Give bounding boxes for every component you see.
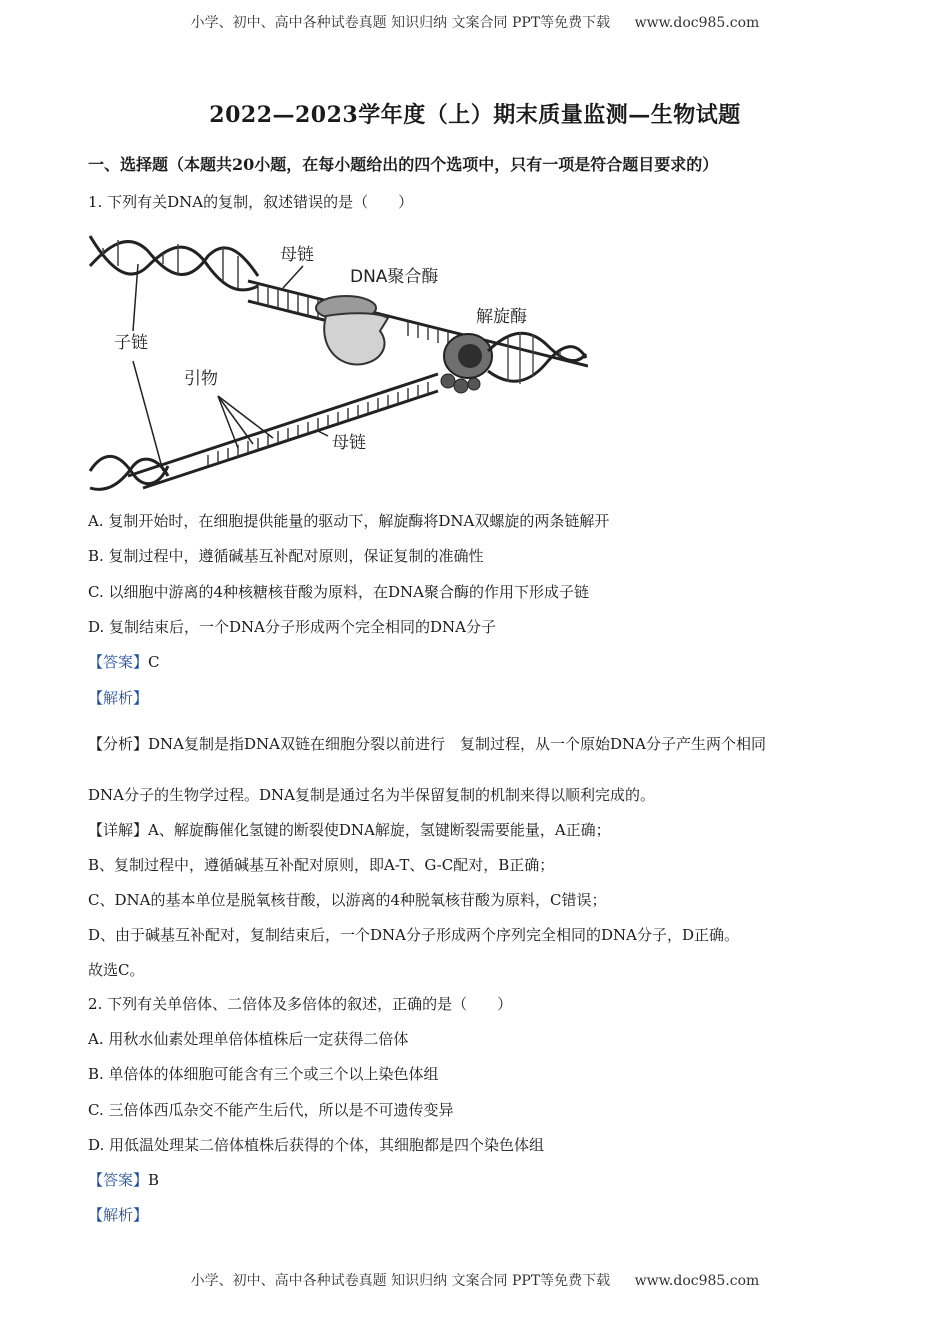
q2-option-b: B. 单倍体的体细胞可能含有三个或三个以上染色体组	[88, 1065, 439, 1083]
helix-right	[488, 333, 586, 381]
footer-text: 小学、初中、高中各种试卷真题 知识归纳 文案合同 PPT等免费下载	[190, 1273, 611, 1289]
q1-fenxi-line2: DNA分子的生物学过程。DNA复制是通过名为半保留复制的机制来得以顺利完成的。	[88, 786, 655, 804]
label-daughter-strand: 子链	[114, 333, 148, 353]
dna-replication-figure	[88, 226, 588, 492]
q1-option-b: B. 复制过程中，遵循碱基互补配对原则，保证复制的准确性	[88, 547, 484, 565]
q2-answer	[88, 1169, 159, 1190]
q2-analysis	[88, 1204, 148, 1225]
q1-stem: 1. 下列有关DNA的复制，叙述错误的是（ ）	[88, 193, 414, 211]
upper-parent-ladder	[248, 281, 588, 366]
answer-value: B	[148, 1171, 160, 1189]
q1-detail-c: C、DNA的基本单位是脱氧核苷酸，以游离的4种脱氧核苷酸为原料，C错误；	[88, 891, 607, 909]
label-helicase: 解旋酶	[476, 307, 527, 327]
page-header	[0, 12, 950, 32]
helix-top-left-rungs	[103, 240, 238, 288]
detail-tag: 【详解】	[88, 821, 149, 839]
q1-option-c: C. 以细胞中游离的4种核糖核苷酸为原料，在DNA聚合酶的作用下形成子链	[88, 583, 590, 601]
q2-option-c: C. 三倍体西瓜杂交不能产生后代，所以是不可遗传变异	[88, 1101, 454, 1119]
q1-analysis	[88, 687, 148, 708]
label-parent-strand-top: 母链	[280, 245, 314, 265]
q2-option-a: A. 用秋水仙素处理单倍体植株后一定获得二倍体	[88, 1030, 409, 1048]
q1-answer	[88, 651, 160, 672]
footer-url[interactable]: www.doc985.com	[634, 1273, 760, 1289]
header-url[interactable]: www.doc985.com	[634, 15, 760, 31]
page-footer	[0, 1270, 950, 1290]
fenxi-text-1: DNA复制是指DNA双链在细胞分裂以前进行 复制过程，从一个原始DNA分子产生两个相同	[148, 735, 766, 753]
q2-stem: 2. 下列有关单倍体、二倍体及多倍体的叙述，正确的是（ ）	[88, 995, 513, 1013]
detail-a-text: A、解旋酶催化氢键的断裂使DNA解旋，氢键断裂需要能量，A正确；	[148, 821, 611, 839]
header-text: 小学、初中、高中各种试卷真题 知识归纳 文案合同 PPT等免费下载	[190, 15, 611, 31]
lower-strand-ladder	[128, 374, 438, 488]
analysis-tag: 【解析】	[88, 689, 149, 707]
q1-detail-a	[88, 819, 611, 840]
q1-detail-b: B、复制过程中，遵循碱基互补配对原则，即A-T、G-C配对，B正确；	[88, 856, 555, 874]
q1-fenxi-line1	[88, 733, 766, 754]
q1-detail-d: D、由于碱基互补配对，复制结束后，一个DNA分子形成两个序列完全相同的DNA分子，D正确。	[88, 926, 740, 944]
helix-top-left	[90, 236, 258, 290]
label-dna-polymerase: DNA聚合酶	[350, 267, 439, 287]
label-parent-strand-bottom: 母链	[332, 433, 366, 453]
fenxi-tag: 【分析】	[88, 735, 149, 753]
section-heading: 一、选择题（本题共20小题，在每小题给出的四个选项中，只有一项是符合题目要求的）	[88, 155, 719, 174]
label-primer: 引物	[184, 369, 218, 389]
analysis-tag: 【解析】	[88, 1206, 149, 1224]
q1-option-a: A. 复制开始时，在细胞提供能量的驱动下，解旋酶将DNA双螺旋的两条链解开	[88, 512, 610, 530]
q1-conclusion: 故选C。	[88, 961, 145, 979]
q2-option-d: D. 用低温处理某二倍体植株后获得的个体，其细胞都是四个染色体组	[88, 1136, 545, 1154]
dna-polymerase-shape	[316, 296, 388, 364]
q1-option-d: D. 复制结束后，一个DNA分子形成两个完全相同的DNA分子	[88, 618, 496, 636]
answer-value: C	[148, 653, 160, 671]
answer-tag: 【答案】	[88, 653, 149, 671]
answer-tag: 【答案】	[88, 1171, 149, 1189]
page-title: 2022—2023学年度（上）期末质量监测—生物试题	[209, 102, 741, 128]
helicase-shape	[441, 334, 492, 393]
